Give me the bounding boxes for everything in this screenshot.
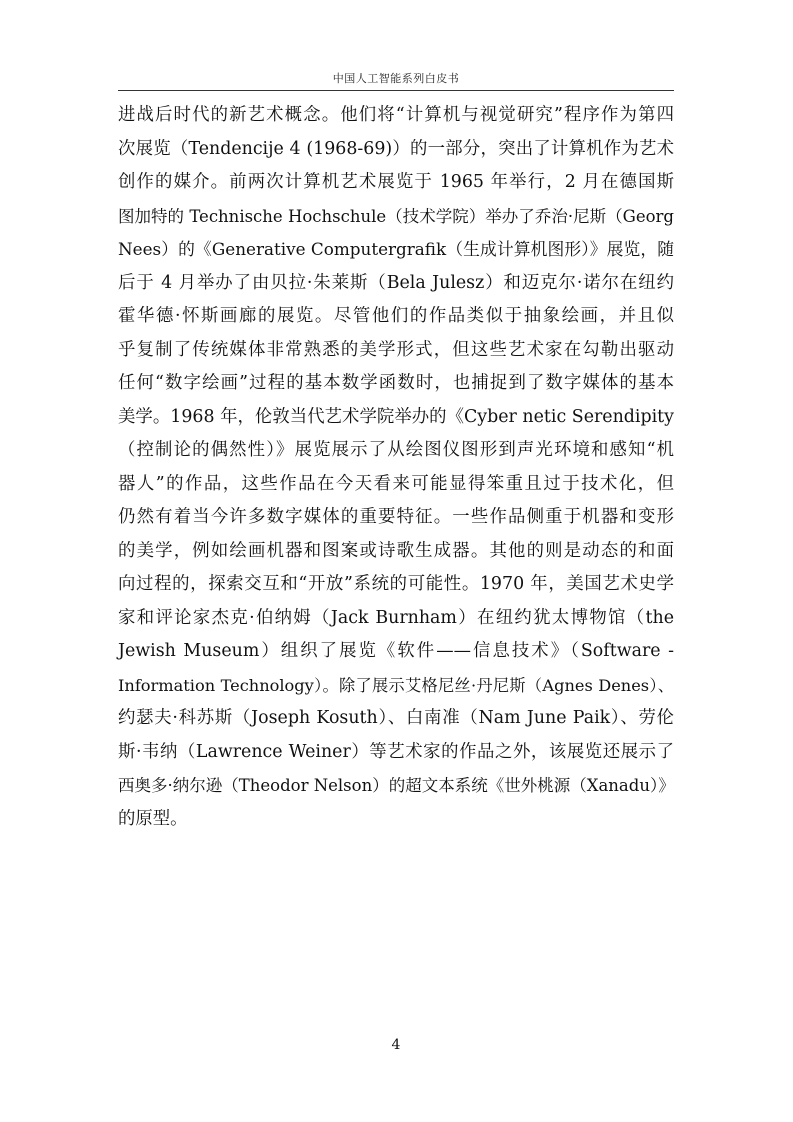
text-line: （控制论的偶然性）》展览展示了从绘图仪图形到声光环境和感知“机 (118, 440, 674, 460)
text-line: 的原型。 (118, 808, 188, 829)
text-line: 器人”的作品，这些作品在今天看来可能显得笨重且过于技术化，但 (118, 473, 674, 494)
text-line: 向过程的，探索交互和“开放”系统的可能性。1970 年，美国艺术史学 (118, 574, 674, 594)
text-line: 的美学，例如绘画机器和图案或诗歌生成器。其他的则是动态的和面 (118, 540, 674, 561)
text-line: 创作的媒介。前两次计算机艺术展览于 1965 年举行，2 月在德国斯 (118, 172, 674, 192)
text-line: 进战后时代的新艺术概念。他们将“计算机与视觉研究”程序作为第四 (118, 105, 674, 125)
text-line: 美学。1968 年，伦敦当代艺术学院举办的《Cyber netic Serendipity (118, 406, 674, 427)
text-line: 图加特的 Technische Hochschule（技术学院）举办了乔治·尼斯（Georg (118, 206, 674, 226)
text-line: 乎复制了传统媒体非常熟悉的美学形式，但这些艺术家在勾勒出驱动 (118, 339, 674, 360)
body-paragraph (118, 99, 674, 836)
text-line: Information Technology）。除了展示艾格尼丝·丹尼斯（Agnes Denes）、 (118, 675, 674, 695)
text-line: Jewish Museum）组织了展览《软件——信息技术》（Software - (118, 641, 674, 661)
text-line: Nees）的《Generative Computergrafik（生成计算机图形）》展览，随 (118, 239, 674, 259)
running-header: 中国人工智能系列白皮书 (332, 72, 460, 85)
page-number: 4 (391, 1037, 401, 1053)
text-line: 次展览（Tendencije 4 (1968-69)）的一部分，突出了计算机作为艺术 (118, 138, 674, 159)
text-line: 家和评论家杰克·伯纳姆（Jack Burnham）在纽约犹太博物馆（the (118, 607, 674, 628)
text-line: 仍然有着当今许多数字媒体的重要特征。一些作品侧重于机器和变形 (118, 507, 674, 527)
text-line: 后于 4 月举办了由贝拉·朱莱斯（Bela Julesz）和迈克尔·诺尔在纽约 (118, 272, 674, 293)
text-line: 西奥多·纳尔逊（Theodor Nelson）的超文本系统《世外桃源（Xanadu）》 (118, 776, 675, 795)
text-line: 任何“数字绘画”过程的基本数学函数时，也捕捉到了数字媒体的基本 (118, 373, 674, 393)
header-divider (118, 90, 674, 91)
text-line: 约瑟夫·科苏斯（Joseph Kosuth）、白南准（Nam June Paik）、劳伦 (118, 708, 674, 728)
text-line: 霍华德·怀斯画廊的展览。尽管他们的作品类似于抽象绘画，并且似 (118, 306, 674, 326)
text-line: 斯·韦纳（Lawrence Weiner）等艺术家的作品之外，该展览还展示了 (118, 741, 674, 762)
